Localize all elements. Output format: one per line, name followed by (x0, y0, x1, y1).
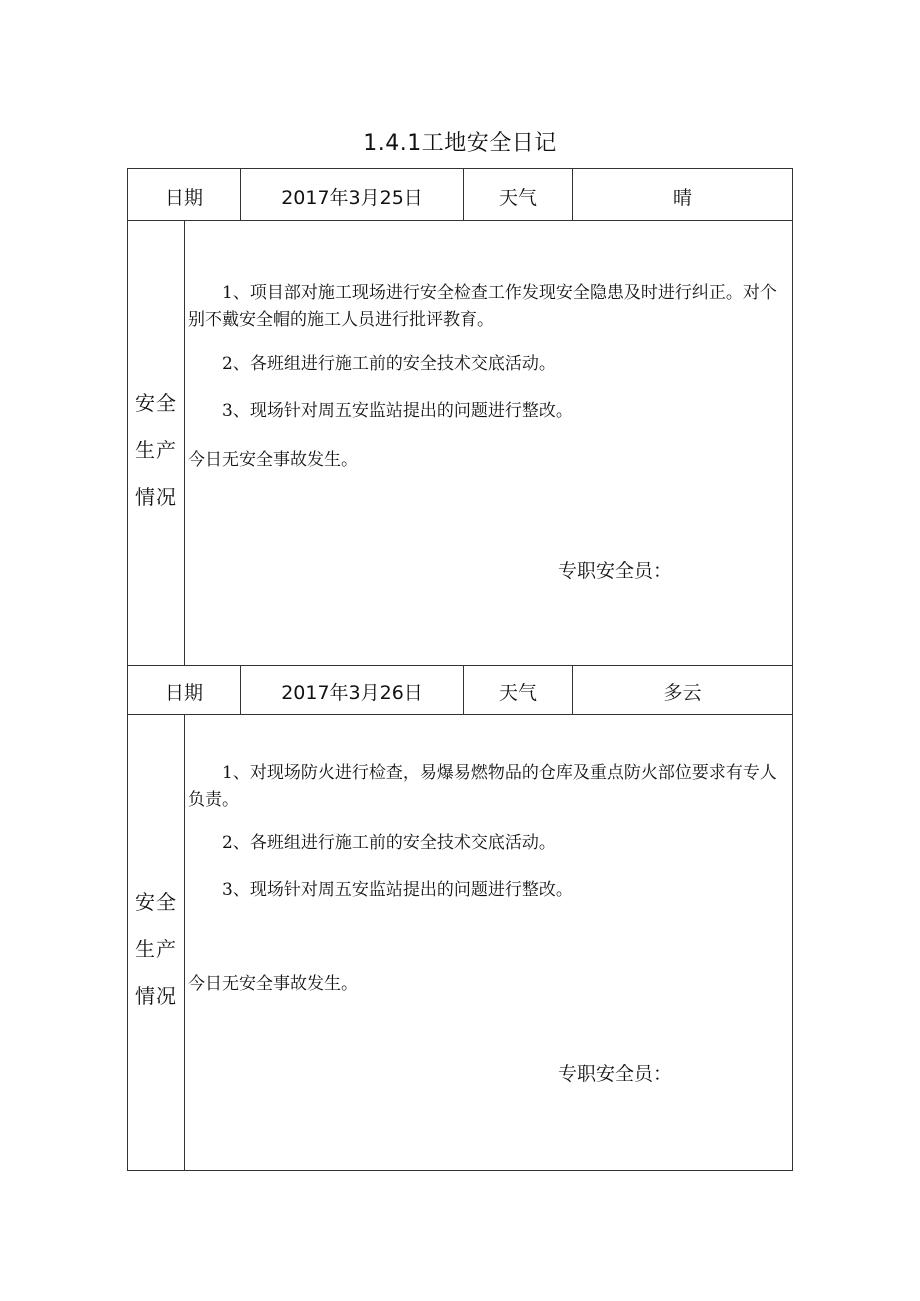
date-label: 日期 (164, 682, 203, 704)
date-value: 2017年3月25日 (281, 187, 423, 209)
safety-officer-signature: 专职安全员： (558, 560, 673, 582)
section-label-line: 生产 (135, 438, 177, 462)
weather-label: 天气 (498, 187, 537, 209)
date-value: 2017年3月26日 (281, 682, 423, 704)
col-divider (184, 714, 185, 1170)
section-label (128, 380, 184, 521)
safety-officer-signature: 专职安全员： (558, 1063, 673, 1085)
safety-summary: 今日无安全事故发生。 (188, 450, 358, 470)
col-divider (184, 220, 185, 665)
weather-value: 多云 (663, 682, 702, 704)
safety-diary-table (127, 168, 793, 1171)
section-label-line: 安全 (135, 391, 177, 415)
section-label-line: 情况 (135, 984, 177, 1008)
page-title: 1.4.1工地安全日记 (363, 131, 557, 156)
row-divider (128, 714, 792, 715)
safety-summary: 今日无安全事故发生。 (188, 974, 358, 994)
safety-item: 3、现场针对周五安监站提出的问题进行整改。 (222, 401, 573, 421)
section-label (128, 879, 184, 1020)
row-divider (128, 220, 792, 221)
section-label-line: 安全 (135, 890, 177, 914)
safety-item: 1、对现场防火进行检查，易爆易燃物品的仓库及重点防火部位要求有专人负责。 (188, 763, 777, 810)
row-divider (128, 665, 792, 666)
section-label-line: 情况 (135, 485, 177, 509)
section-label-line: 生产 (135, 937, 177, 961)
weather-label: 天气 (498, 682, 537, 704)
safety-item: 3、现场针对周五安监站提出的问题进行整改。 (222, 880, 573, 900)
date-label: 日期 (164, 187, 203, 209)
safety-item: 1、项目部对施工现场进行安全检查工作发现安全隐患及时进行纠正。对个别不戴安全帽的施工人员进行批评教育。 (188, 283, 777, 330)
safety-item: 2、各班组进行施工前的安全技术交底活动。 (222, 833, 556, 853)
safety-item: 2、各班组进行施工前的安全技术交底活动。 (222, 354, 556, 374)
weather-value: 晴 (672, 187, 692, 209)
